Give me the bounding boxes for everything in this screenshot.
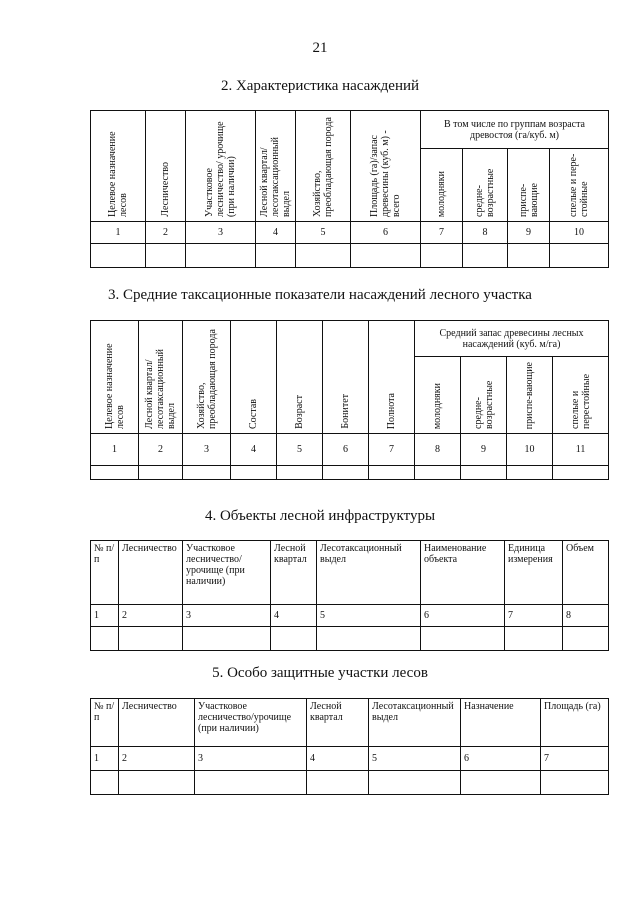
page-number: 21 bbox=[312, 40, 328, 56]
table-row-numbers: 1 2 3 4 5 6 7 8 9 10 bbox=[91, 222, 609, 244]
col-young: молодняки bbox=[415, 357, 461, 434]
age-group-header: В том числе по группам возраста древостоя (га/куб. м) bbox=[421, 111, 609, 149]
col-middle-aged: средне-возрастные bbox=[461, 357, 507, 434]
table-row-numbers: 1 2 3 4 5 6 7 bbox=[91, 747, 609, 771]
col-forestry: Лесничество bbox=[146, 111, 186, 222]
table-infrastructure-objects bbox=[90, 540, 609, 651]
stock-group-header: Средний запас древесины лесных насаждений (куб. м/га) bbox=[415, 321, 609, 357]
col-forestry: Лесничество bbox=[119, 699, 195, 747]
col-unit: Единица измерения bbox=[505, 541, 563, 605]
col-mature: спелые и перестойные bbox=[553, 357, 609, 434]
col-number: № п/п bbox=[91, 541, 119, 605]
col-quarter: Лесной квартал bbox=[307, 699, 369, 747]
col-area-total: Площадь (га)/запас древесины (куб. м) - всего bbox=[351, 111, 421, 222]
col-composition: Состав bbox=[231, 321, 277, 434]
col-quarter: Лесной квартал/ лесотаксационный выдел bbox=[256, 111, 296, 222]
col-forestry: Лесничество bbox=[119, 541, 183, 605]
col-area: Площадь (га) bbox=[541, 699, 609, 747]
table-row bbox=[91, 244, 609, 268]
col-number: № п/п bbox=[91, 699, 119, 747]
table-row bbox=[91, 466, 609, 480]
col-young: молодняки bbox=[421, 149, 463, 222]
col-purpose: Назначение bbox=[461, 699, 541, 747]
col-species: Хозяйство, преобладающая порода bbox=[296, 111, 351, 222]
table-stand-characteristics bbox=[90, 110, 609, 268]
col-middle-aged: средне-возрастные bbox=[463, 149, 508, 222]
col-density: Полнота bbox=[369, 321, 415, 434]
table-row bbox=[91, 627, 609, 651]
col-allotment: Лесотаксационный выдел bbox=[369, 699, 461, 747]
col-allotment: Лесотаксационный выдел bbox=[317, 541, 421, 605]
col-quarter: Лесной квартал bbox=[271, 541, 317, 605]
col-mature: спелые и пере-стойные bbox=[550, 149, 609, 222]
table-taxation-indicators bbox=[90, 320, 609, 480]
table-row-numbers: 1 2 3 4 5 6 7 8 9 10 11 bbox=[91, 434, 609, 466]
table-protective-areas bbox=[90, 698, 609, 795]
table-row bbox=[91, 771, 609, 795]
col-object-name: Наименование объекта bbox=[421, 541, 505, 605]
col-district: Участковое лесничество/урочище (при наличии) bbox=[195, 699, 307, 747]
col-age: Возраст bbox=[277, 321, 323, 434]
col-species: Хозяйство, преобладающая порода bbox=[183, 321, 231, 434]
section-3-title: 3. Средние таксационные показатели насаждений лесного участка bbox=[108, 287, 532, 303]
col-purpose: Целевое назначение лесов bbox=[91, 111, 146, 222]
col-maturing: приспе-вающие bbox=[507, 357, 553, 434]
table-row-numbers: 1 2 3 4 5 6 7 8 bbox=[91, 605, 609, 627]
section-2-title: 2. Характеристика насаждений bbox=[220, 78, 420, 94]
section-4-title: 4. Объекты лесной инфраструктуры bbox=[204, 508, 436, 524]
col-maturing: приспе-вающие bbox=[508, 149, 550, 222]
section-5-title: 5. Особо защитные участки лесов bbox=[212, 665, 428, 681]
col-purpose: Целевое назначение лесов bbox=[91, 321, 139, 434]
col-district: Участковое лесничество/ урочище (при наличии) bbox=[186, 111, 256, 222]
col-bonitet: Бонитет bbox=[323, 321, 369, 434]
col-volume: Объем bbox=[563, 541, 609, 605]
col-district: Участковое лесничество/ урочище (при наличии) bbox=[183, 541, 271, 605]
col-quarter: Лесной квартал/ лесотаксационный выдел bbox=[139, 321, 183, 434]
